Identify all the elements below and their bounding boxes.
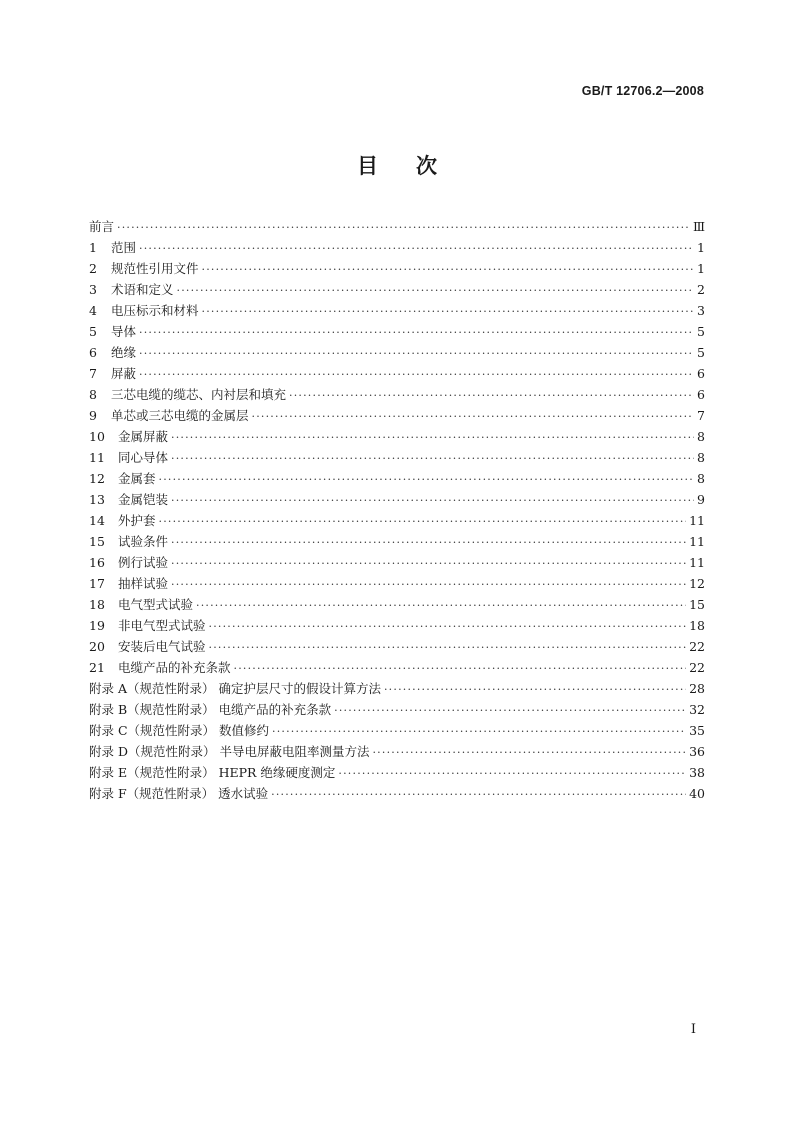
toc-entry-title: 安装后电气试验 (118, 639, 206, 654)
toc-entry-title: 附录 F（规范性附录） 透水试验 (89, 786, 269, 801)
toc-entry[interactable] (89, 447, 705, 468)
toc-entry-page: 3 (697, 303, 705, 318)
toc-entry[interactable] (89, 237, 705, 258)
toc-entry-number: 12 (89, 471, 105, 486)
toc-entry-title: 试验条件 (118, 534, 169, 549)
toc-entry-number: 18 (89, 597, 105, 612)
toc-entry-title: 金属铠装 (118, 492, 169, 507)
toc-entry-title: 附录 B（规范性附录） 电缆产品的补充条款 (89, 702, 332, 717)
toc-dot-leader (289, 385, 694, 406)
toc-entry-number: 11 (89, 450, 105, 465)
toc-entry-title: 屏蔽 (111, 366, 137, 381)
toc-entry[interactable] (89, 363, 705, 384)
toc-entry-title: 单芯或三芯电缆的金属层 (111, 408, 249, 423)
toc-entry[interactable] (89, 657, 705, 678)
toc-entry-title: 同心导体 (118, 450, 169, 465)
toc-entry-number: 8 (89, 387, 97, 402)
toc-entry-title: 范围 (111, 240, 137, 255)
toc-entry[interactable] (89, 720, 705, 741)
toc-entry-page: 8 (697, 471, 705, 486)
toc-entry[interactable] (89, 636, 705, 657)
toc-entry-page: 15 (689, 597, 705, 612)
toc-dot-leader (159, 469, 694, 490)
toc-dot-leader (272, 721, 686, 742)
toc-entry-number: 3 (89, 282, 97, 297)
toc-dot-leader (372, 742, 686, 763)
toc-dot-leader (171, 427, 694, 448)
toc-entry[interactable] (89, 783, 705, 804)
toc-entry[interactable] (89, 216, 705, 237)
toc-entry[interactable] (89, 279, 705, 300)
toc-dot-leader (202, 259, 694, 280)
toc-dot-leader (171, 532, 686, 553)
toc-entry-page: 8 (697, 450, 705, 465)
toc-entry-page: 18 (689, 618, 705, 633)
toc-entry-title: 附录 E（规范性附录） HEPR 绝缘硬度测定 (89, 765, 336, 780)
toc-entry-number: 14 (89, 513, 105, 528)
toc-entry-page: 12 (689, 576, 705, 591)
toc-entry-number: 4 (89, 303, 97, 318)
toc-entry-title: 电气型式试验 (118, 597, 194, 612)
toc-dot-leader (139, 364, 694, 385)
toc-entry[interactable] (89, 510, 705, 531)
toc-dot-leader (139, 238, 694, 259)
toc-entry-title: 术语和定义 (111, 282, 174, 297)
toc-entry-title: 附录 C（规范性附录） 数值修约 (89, 723, 270, 738)
toc-entry-page: 5 (697, 345, 705, 360)
toc-entry-title: 非电气型式试验 (118, 618, 206, 633)
toc-dot-leader (334, 700, 686, 721)
toc-dot-leader (117, 217, 690, 238)
toc-entry-page: 40 (689, 786, 705, 801)
toc-dot-leader (271, 784, 686, 805)
toc-entry[interactable] (89, 615, 705, 636)
toc-entry-page: 32 (689, 702, 705, 717)
toc-entry-page: 22 (689, 660, 705, 675)
toc-entry-number: 1 (89, 240, 97, 255)
toc-entry[interactable] (89, 258, 705, 279)
toc-entry[interactable] (89, 678, 705, 699)
toc-dot-leader (338, 763, 686, 784)
toc-entry-title: 规范性引用文件 (111, 261, 199, 276)
toc-entry-number: 15 (89, 534, 105, 549)
toc-entry-number: 17 (89, 576, 105, 591)
toc-entry-title: 金属屏蔽 (118, 429, 169, 444)
toc-entry-title: 前言 (89, 219, 115, 234)
toc-dot-leader (171, 490, 694, 511)
table-of-contents (89, 216, 705, 804)
toc-entry-number: 7 (89, 366, 97, 381)
toc-entry[interactable] (89, 552, 705, 573)
page-title: 目次 (357, 153, 475, 178)
toc-entry[interactable] (89, 426, 705, 447)
toc-entry-page: 8 (697, 429, 705, 444)
toc-entry-page: 6 (697, 387, 705, 402)
toc-entry[interactable] (89, 699, 705, 720)
toc-entry-title: 附录 A（规范性附录） 确定护层尺寸的假设计算方法 (89, 681, 381, 696)
toc-dot-leader (177, 280, 694, 301)
toc-entry-number: 9 (89, 408, 97, 423)
toc-entry-title: 导体 (111, 324, 137, 339)
toc-entry-number: 19 (89, 618, 105, 633)
toc-dot-leader (159, 511, 687, 532)
toc-entry-title: 绝缘 (111, 345, 137, 360)
page-number: I (690, 1022, 696, 1037)
toc-dot-leader (209, 637, 687, 658)
toc-entry-page: 9 (697, 492, 705, 507)
toc-entry-page: 5 (697, 324, 705, 339)
toc-dot-leader (209, 616, 687, 637)
toc-entry-page: Ⅲ (692, 219, 705, 234)
toc-entry-page: 38 (689, 765, 705, 780)
toc-entry-number: 16 (89, 555, 105, 570)
toc-entry-page: 2 (697, 282, 705, 297)
toc-dot-leader (171, 553, 686, 574)
toc-entry-title: 金属套 (118, 471, 156, 486)
toc-entry[interactable] (89, 468, 705, 489)
toc-dot-leader (196, 595, 686, 616)
toc-entry-title: 外护套 (118, 513, 156, 528)
toc-entry[interactable] (89, 384, 705, 405)
toc-dot-leader (252, 406, 694, 427)
toc-dot-leader (234, 658, 687, 679)
toc-entry[interactable] (89, 489, 705, 510)
standard-code: GB/T 12706.2—2008 (581, 84, 704, 98)
toc-entry-number: 2 (89, 261, 97, 276)
toc-entry-title: 例行试验 (118, 555, 169, 570)
toc-entry[interactable] (89, 741, 705, 762)
toc-entry-page: 11 (689, 534, 705, 549)
toc-entry-number: 20 (89, 639, 105, 654)
toc-entry[interactable] (89, 342, 705, 363)
toc-entry-page: 7 (697, 408, 705, 423)
toc-entry-page: 36 (689, 744, 705, 759)
toc-entry[interactable] (89, 405, 705, 426)
toc-entry[interactable] (89, 573, 705, 594)
toc-entry-title: 附录 D（规范性附录） 半导电屏蔽电阻率测量方法 (89, 744, 370, 759)
toc-dot-leader (202, 301, 694, 322)
toc-entry-number: 6 (89, 345, 97, 360)
toc-entry-number: 10 (89, 429, 105, 444)
toc-entry-title: 三芯电缆的缆芯、内衬层和填充 (111, 387, 287, 402)
toc-entry-title: 电缆产品的补充条款 (118, 660, 231, 675)
toc-entry-page: 1 (697, 261, 705, 276)
toc-entry[interactable] (89, 300, 705, 321)
toc-dot-leader (171, 448, 694, 469)
toc-entry[interactable] (89, 762, 705, 783)
toc-entry-page: 6 (697, 366, 705, 381)
toc-entry-page: 1 (697, 240, 705, 255)
toc-entry[interactable] (89, 531, 705, 552)
toc-entry-page: 11 (689, 555, 705, 570)
toc-entry-number: 21 (89, 660, 105, 675)
toc-entry-title: 电压标示和材料 (111, 303, 199, 318)
toc-entry-page: 11 (689, 513, 705, 528)
toc-entry[interactable] (89, 594, 705, 615)
toc-dot-leader (139, 322, 694, 343)
toc-dot-leader (171, 574, 686, 595)
toc-entry-page: 22 (689, 639, 705, 654)
toc-dot-leader (139, 343, 694, 364)
toc-entry-number: 13 (89, 492, 105, 507)
toc-entry-page: 28 (689, 681, 705, 696)
toc-entry-number: 5 (89, 324, 97, 339)
toc-entry[interactable] (89, 321, 705, 342)
toc-entry-title: 抽样试验 (118, 576, 169, 591)
toc-dot-leader (384, 679, 686, 700)
toc-entry-page: 35 (689, 723, 705, 738)
